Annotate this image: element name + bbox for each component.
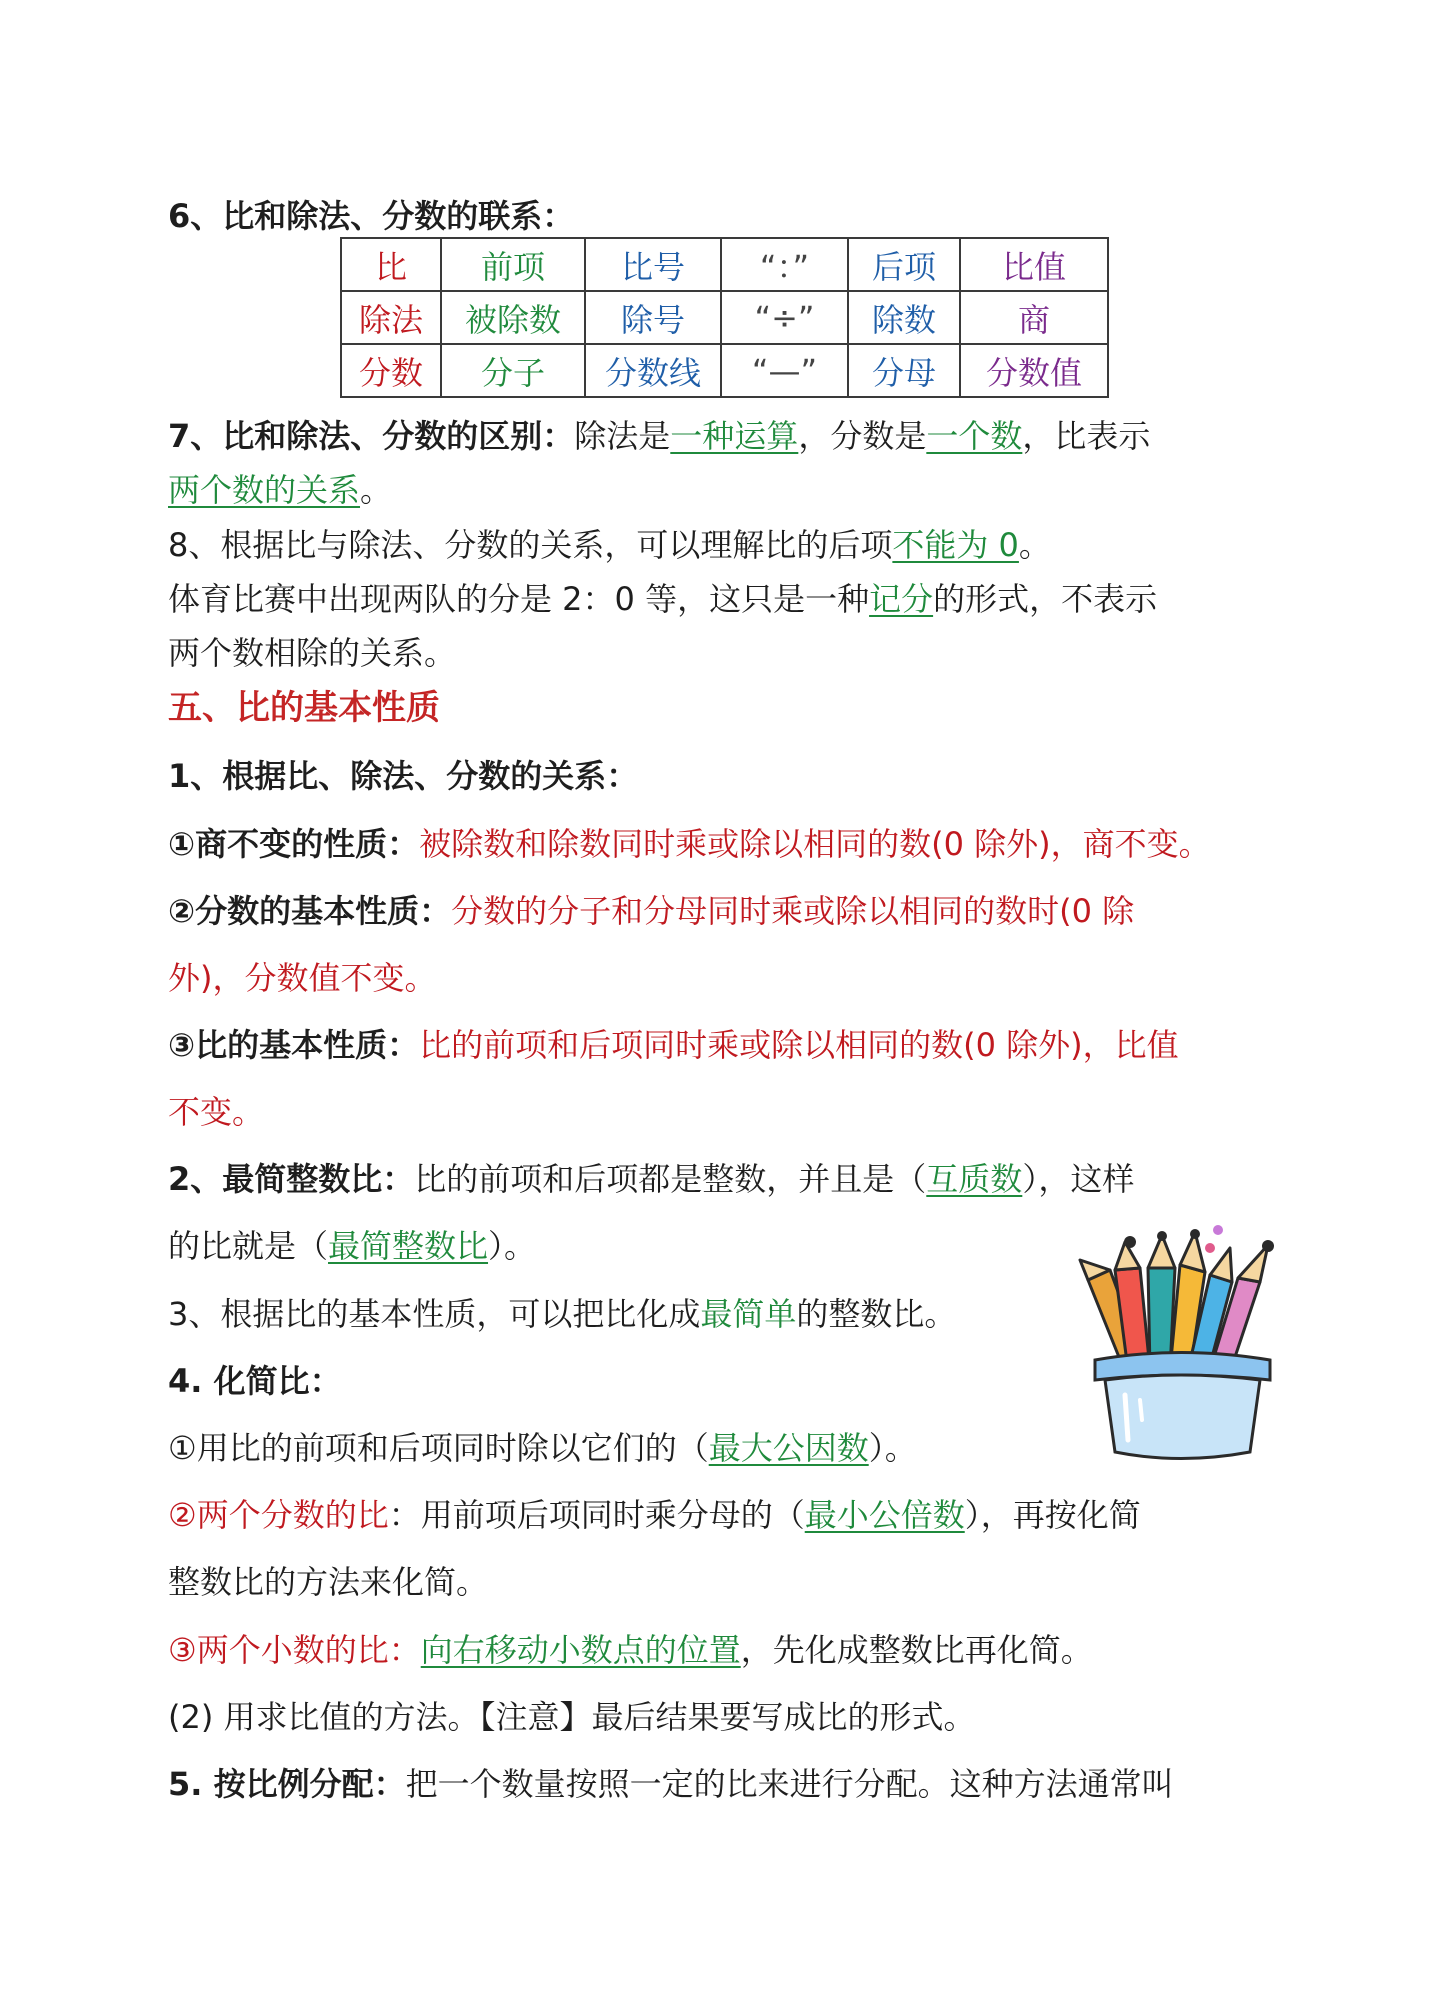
table-cell: 被除数 [441,291,585,344]
text: 的整数比。 [796,1295,957,1333]
text: 。 [360,471,393,509]
point-5-title: 5. 按比例分配： [168,1765,406,1803]
point-4d: (2) 用求比值的方法。【注意】最后结果要写成比的形式。 [168,1698,976,1736]
text: ）。 [488,1227,537,1265]
answer-underlined: 不能为 0 [892,526,1019,564]
section-8-line-3: 两个数相除的关系。 [168,634,457,672]
point-1c-line-1 [168,1026,1280,1064]
answer-underlined: 一种运算 [670,417,799,455]
table-cell: 商 [960,291,1108,344]
table-cell: “：” [721,238,848,291]
table-cell: “—” [721,344,848,397]
text: ①用比的前项和后项同时除以它们的（ [168,1429,709,1467]
table-cell: 除法 [341,291,441,344]
text: ）。 [868,1429,917,1467]
table-cell: 前项 [441,238,585,291]
text: 。 [1018,526,1051,564]
answer-underlined: 最小公倍数 [804,1496,965,1534]
answer-underlined: 最简整数比 [328,1227,489,1265]
table-cell: 比 [341,238,441,291]
table-cell: 除数 [848,291,960,344]
text: ： [388,1631,421,1669]
text: 的比就是（ [168,1227,329,1265]
point-1b-line-2: 外)，分数值不变。 [168,959,437,997]
answer-underlined: 向右移动小数点的位置 [420,1631,741,1669]
point-4b-line-2: 整数比的方法来化简。 [168,1563,489,1601]
table-row [341,344,1108,397]
point-1-title: 1、根据比、除法、分数的关系： [168,757,639,795]
text: ），这样 [1022,1160,1135,1198]
highlight: 最简单 [700,1295,797,1333]
text: 比的前项和后项都是整数，并且是（ [414,1160,927,1198]
section-6-title: 6、比和除法、分数的联系： [168,197,575,235]
table-cell: 分数值 [960,344,1108,397]
point-4b-line-1 [168,1496,1280,1534]
point-2-line-1 [168,1160,1280,1198]
text: ，先化成整数比再化简。 [740,1631,1093,1669]
text: 分数的分子和分母同时乘或除以相同的数时(0 除 [451,892,1135,930]
point-1a [168,825,1280,863]
label: ①商不变的性质： [168,825,420,863]
table-cell: “÷” [721,291,848,344]
label: ②分数的基本性质： [168,892,452,930]
table-cell: 比值 [960,238,1108,291]
text: 3、根据比的基本性质，可以把比化成 [168,1295,701,1333]
point-2-title: 2、最简整数比： [168,1160,415,1198]
table-cell: 分子 [441,344,585,397]
answer-underlined: 两个数的关系 [168,471,361,509]
text: 体育比赛中出现两队的分是 2：0 等，这只是一种 [168,580,870,618]
point-1b-line-1 [168,892,1280,930]
text: ：用前项后项同时乘分母的（ [388,1496,805,1534]
text: 被除数和除数同时乘或除以相同的数(0 除外)，商不变。 [419,825,1211,863]
answer-underlined: 一个数 [926,417,1023,455]
table-cell: 除号 [585,291,721,344]
text: ，比表示 [1022,417,1151,455]
point-1c-line-2: 不变。 [168,1093,265,1131]
table-cell: 分母 [848,344,960,397]
table-cell: 分数 [341,344,441,397]
text: ，分数是 [798,417,927,455]
answer-underlined: 记分 [869,580,934,618]
text: 比的前项和后项同时乘或除以相同的数(0 除外)，比值 [419,1026,1179,1064]
text: 除法是 [574,417,671,455]
text: 把一个数量按照一定的比来进行分配。这种方法通常叫 [405,1765,1174,1803]
section-8-line-2 [168,580,1280,618]
table-cell: 比号 [585,238,721,291]
label: ③比的基本性质： [168,1026,420,1064]
pencil-cup-icon [1070,1220,1290,1470]
table-row [341,238,1108,291]
point-5 [168,1765,1280,1803]
point-4c [168,1631,1280,1669]
label: ②两个分数的比 [168,1496,389,1534]
text: 8、根据比与除法、分数的关系，可以理解比的后项 [168,526,893,564]
text: ），再按化简 [964,1496,1141,1534]
relation-table [340,237,1109,398]
section-7-line-2 [168,471,1280,509]
table-cell: 后项 [848,238,960,291]
answer-underlined: 最大公因数 [708,1429,869,1467]
label: ③两个小数的比 [168,1631,389,1669]
table-cell: 分数线 [585,344,721,397]
section-8-line-1 [168,526,1280,564]
point-4-title: 4. 化简比： [168,1362,342,1400]
section-heading: 五、比的基本性质 [168,688,440,728]
answer-underlined: 互质数 [926,1160,1023,1198]
section-7-line-1 [168,417,1280,455]
text: 的形式，不表示 [933,580,1158,618]
table-row [341,291,1108,344]
section-7-title: 7、比和除法、分数的区别： [168,417,575,455]
